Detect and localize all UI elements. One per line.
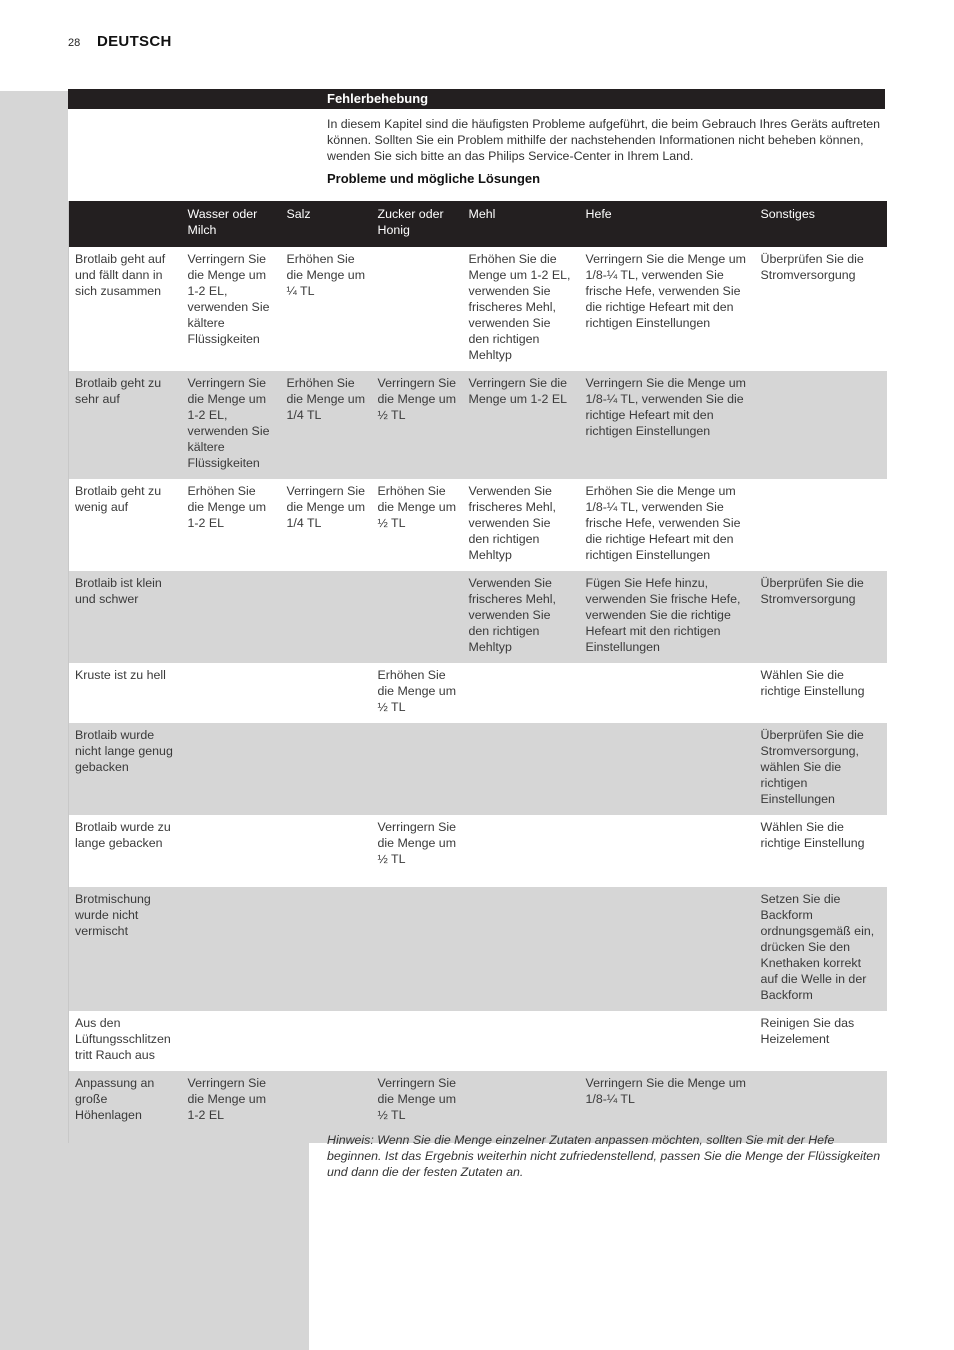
header-problem [69,201,182,247]
table-cell [281,1011,372,1071]
table-cell: Verringern Sie die Menge um 1-2 EL [182,1071,281,1143]
problem-cell: Brotlaib ist klein und schwer [69,571,182,663]
header-flour: Mehl [463,201,580,247]
problem-cell: Brotmischung wurde nicht vermischt [69,887,182,1011]
table-cell: Überprüfen Sie die Stromversorgung, wählen Sie die richtigen Einstellungen [755,723,887,815]
table-cell: Wählen Sie die richtige Einstellung [755,663,887,723]
white-gap [68,109,309,201]
table-cell [182,887,281,1011]
table-cell [372,887,463,1011]
table-cell: Verringern Sie die Menge um 1-2 EL, verwenden Sie kältere Flüssigkeiten [182,371,281,479]
table-cell [182,815,281,887]
table-cell: Verringern Sie die Menge um 1-2 EL, verwenden Sie kältere Flüssigkeiten [182,247,281,371]
table-cell: Erhöhen Sie die Menge um 1-2 EL, verwenden Sie frischeres Mehl, verwenden Sie den richtigen Mehltyp [463,247,580,371]
language-heading: DEUTSCH [97,33,172,50]
header-yeast: Hefe [580,201,755,247]
table-row [69,371,887,479]
header-other: Sonstiges [755,201,887,247]
table-cell [182,571,281,663]
table-cell [372,571,463,663]
table-cell [755,371,887,479]
table-cell [372,1011,463,1071]
table-cell: Fügen Sie Hefe hinzu, verwenden Sie frische Hefe, verwenden Sie die richtige Hefeart mit den richtigen Einstellungen [580,571,755,663]
header-water-milk: Wasser oder Milch [182,201,281,247]
table-cell: Setzen Sie die Backform ordnungsgemäß ein, drücken Sie den Knethaken korrekt auf die Welle in der Backform [755,887,887,1011]
table-subheading: Probleme und mögliche Lösungen [327,171,541,186]
table-cell [580,815,755,887]
problem-cell: Brotlaib wurde zu lange gebacken [69,815,182,887]
table-cell: Verringern Sie die Menge um ½ TL [372,371,463,479]
problem-cell: Brotlaib geht zu sehr auf [69,371,182,479]
table-cell [372,247,463,371]
table-cell: Erhöhen Sie die Menge um ½ TL [372,663,463,723]
table-cell [182,663,281,723]
table-row [69,815,887,887]
table-cell [463,723,580,815]
table-cell [463,663,580,723]
table-cell: Verringern Sie die Menge um 1/8-¼ TL, verwenden Sie frische Hefe, verwenden Sie die richtige Hefeart mit den richtigen Einstellungen [580,247,755,371]
table-cell: Überprüfen Sie die Stromversorgung [755,571,887,663]
table-cell [281,723,372,815]
table-cell [372,723,463,815]
table-cell: Erhöhen Sie die Menge um 1/8-¼ TL, verwenden Sie frische Hefe, verwenden Sie die richtige Hefeart mit den richtigen Einstellungen [580,479,755,571]
table-cell: Wählen Sie die richtige Einstellung [755,815,887,887]
problem-cell: Aus den Lüftungsschlitzen tritt Rauch aus [69,1011,182,1071]
header-salt: Salz [281,201,372,247]
table-cell [755,479,887,571]
table-row [69,887,887,1011]
problem-cell: Brotlaib geht zu wenig auf [69,479,182,571]
table-row [69,571,887,663]
table-cell [281,571,372,663]
table-cell [463,815,580,887]
table-cell: Erhöhen Sie die Menge um ½ TL [372,479,463,571]
section-title: Fehlerbehebung [327,91,429,106]
table-cell: Verringern Sie die Menge um ½ TL [372,1071,463,1143]
table-row [69,663,887,723]
table-cell: Verringern Sie die Menge um 1/8-¼ TL [580,1071,755,1143]
table-cell: Verringern Sie die Menge um ½ TL [372,815,463,887]
table-cell [580,723,755,815]
table-cell [580,887,755,1011]
table-cell: Verringern Sie die Menge um 1/8-¼ TL, verwenden Sie die richtige Hefeart mit den richtigen Einstellungen [580,371,755,479]
header-sugar-honey: Zucker oder Honig [372,201,463,247]
table-header-row [69,201,887,247]
table-cell [580,1011,755,1071]
table-cell: Erhöhen Sie die Menge um 1-2 EL [182,479,281,571]
table-cell [281,887,372,1011]
table-cell [580,663,755,723]
table-row [69,1011,887,1071]
intro-paragraph: In diesem Kapitel sind die häufigsten Probleme aufgeführt, die beim Gebrauch Ihres Geräts auftreten können. Sollten Sie ein Problem mithilfe der nachstehenden Informationen nicht beheben können, wenden Sie sich bitte an das Philips Service-Center in Ihrem Land. [327,117,881,163]
table-cell: Erhöhen Sie die Menge um 1/4 TL [281,371,372,479]
table-row [69,247,887,371]
note-paragraph: Hinweis: Wenn Sie die Menge einzelner Zutaten anpassen möchten, sollten Sie mit der Hefe beginnen. Ist das Ergebnis weiterhin nicht zufriedenstellend, passen Sie die Menge der Flüssigkeiten und dann die der festen Zutaten an. [327,1133,881,1179]
table-cell: Reinigen Sie das Heizelement [755,1011,887,1071]
table-row [69,723,887,815]
problem-cell: Anpassung an große Höhenlagen [69,1071,182,1143]
section-title-bar [68,89,885,109]
table-cell: Verringern Sie die Menge um 1/4 TL [281,479,372,571]
table-row [69,479,887,571]
problem-cell: Brotlaib wurde nicht lange genug gebacken [69,723,182,815]
troubleshooting-table [68,201,887,1143]
table-cell: Verwenden Sie frischeres Mehl, verwenden Sie den richtigen Mehltyp [463,571,580,663]
problem-cell: Kruste ist zu hell [69,663,182,723]
table-cell [281,663,372,723]
table-cell: Verringern Sie die Menge um 1-2 EL [463,371,580,479]
table-cell: Erhöhen Sie die Menge um ¼ TL [281,247,372,371]
table-cell [182,723,281,815]
page-number: 28 [68,37,81,49]
table-cell: Überprüfen Sie die Stromversorgung [755,247,887,371]
table-cell: Verwenden Sie frischeres Mehl, verwenden Sie den richtigen Mehltyp [463,479,580,571]
table-cell [463,1011,580,1071]
table-cell [182,1011,281,1071]
problem-cell: Brotlaib geht auf und fällt dann in sich zusammen [69,247,182,371]
table-cell [281,815,372,887]
table-cell [463,887,580,1011]
